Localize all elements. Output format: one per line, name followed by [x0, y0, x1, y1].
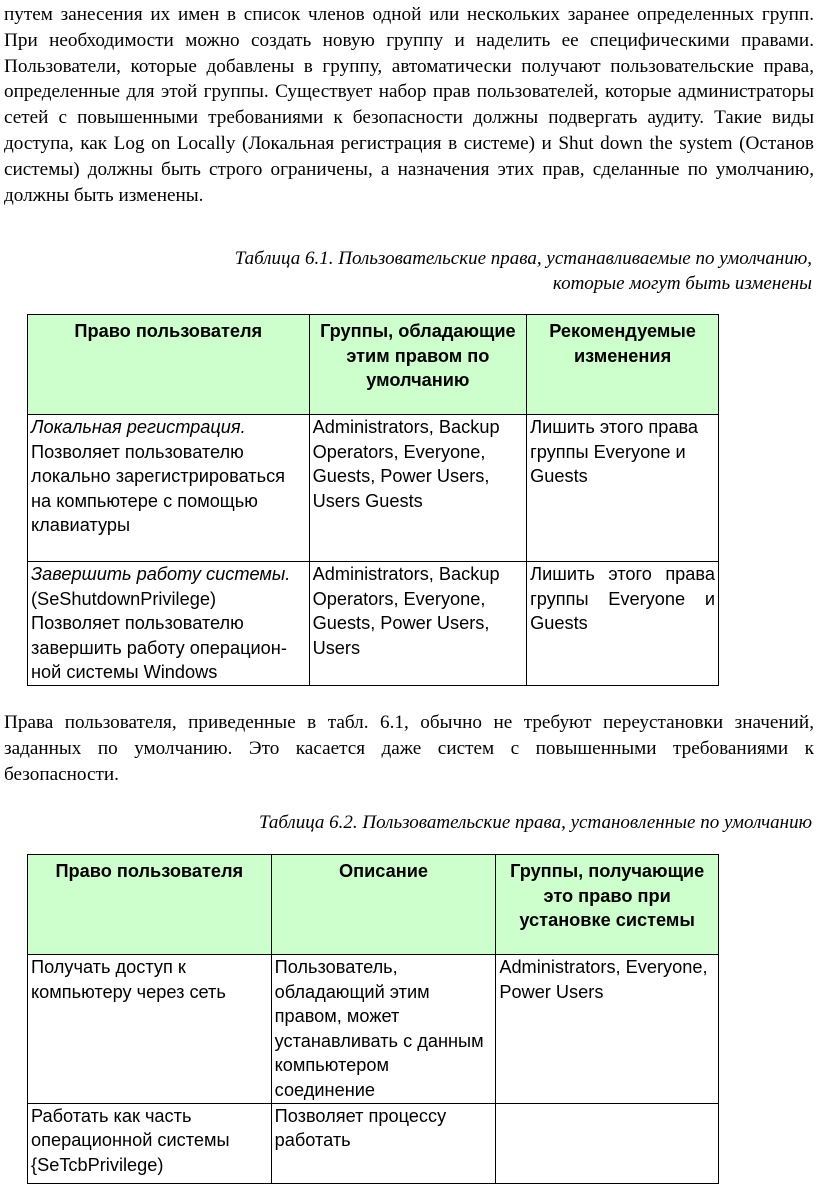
cell-change: Лишить этого права группы Everyone и Guests [527, 562, 719, 686]
body-paragraph-1: путем занесения их имен в список членов одной или нескольких заранее определенных групп. При необходимости можно создать новую группу и наделить ее специфическими правами. Пользователи, которые добавлены в группу, автоматически получают пользовательские права, определенные для этой группы. Существует набор прав пользователей, которые администраторы сетей с повышенными требованиями к безопасности должны подвергать аудиту. Такие виды доступа, как Log on Locally (Локальная регистрация в системе) и Shut down the system (Останов системы) должны быть строго ограничены, а назначения этих прав, сделанные по умолчанию, должны быть изменены. [4, 4, 814, 206]
column-header-groups: Группы, получающие это право при установке системы [496, 855, 719, 955]
right-description: (SeShutdownPrivilege) Позволяет пользователю завершить работу операцион-ной системы Windows [31, 588, 287, 683]
table-row [28, 415, 719, 562]
cell-groups [496, 1103, 719, 1183]
column-header-description: Описание [271, 855, 496, 955]
table-2-caption: Таблица 6.2. Пользовательские права, установленные по умолчанию [258, 812, 812, 833]
table-1-caption-line-1: Таблица 6.1. Пользовательские права, устанавливаемые по умолчанию, [234, 248, 812, 269]
cell-description: Позволяет процессу работать [271, 1103, 496, 1183]
right-title: Локальная регистрация. [31, 417, 246, 437]
column-header-right: Право пользователя [28, 855, 272, 955]
table-2 [27, 854, 719, 1184]
cell-right [28, 415, 310, 562]
cell-groups: Administrators, Backup Operators, Everyone, Guests, Power Users, Users Guests [309, 415, 527, 562]
table-1-caption-line-2: которые могут быть изменены [552, 273, 812, 294]
column-header-groups: Группы, обладающие этим правом по умолчанию [309, 315, 527, 415]
cell-right: Получать доступ к компьютеру через сеть [28, 955, 272, 1104]
cell-right [28, 562, 310, 686]
table-row [28, 562, 719, 686]
cell-right: Работать как часть операционной системы {SeTcbPrivilege) [28, 1103, 272, 1183]
cell-change: Лишить этого права группы Everyone и Guests [527, 415, 719, 562]
table-1 [27, 314, 719, 686]
right-title: Завершить работу системы. [31, 564, 291, 584]
table-row [28, 1103, 719, 1183]
column-header-changes: Рекомендуемые изменения [527, 315, 719, 415]
right-description: Позволяет пользователю локально зарегистрироваться на компьютере с помощью клавиатуры [31, 441, 286, 536]
table-row [28, 955, 719, 1104]
table-header-row [28, 315, 719, 415]
table-header-row [28, 855, 719, 955]
cell-groups: Administrators, Backup Operators, Everyone, Guests, Power Users, Users [309, 562, 527, 686]
body-paragraph-2: Права пользователя, приведенные в табл. 6.1, обычно не требуют переустановки значений, заданных по умолчанию. Это касается даже систем с повышенными требованиями к безопасности. [4, 712, 814, 785]
column-header-right: Право пользователя [28, 315, 310, 415]
cell-description: Пользователь, обладающий этим правом, может устанавливать с данным компьютером соединение [271, 955, 496, 1104]
cell-groups: Administrators, Everyone, Power Users [496, 955, 719, 1104]
